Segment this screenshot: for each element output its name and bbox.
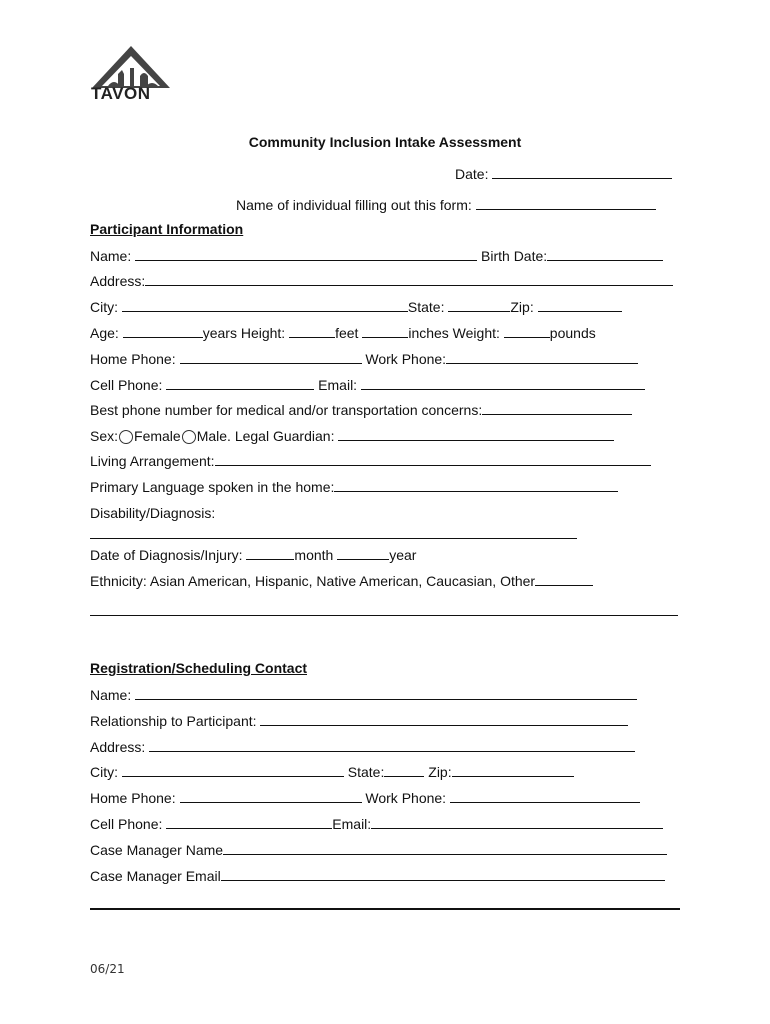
name-blank[interactable] xyxy=(135,247,477,261)
contact-heading: Registration/Scheduling Contact xyxy=(90,660,308,676)
contact-zip-blank[interactable] xyxy=(452,763,574,777)
participant-phone-row[interactable] xyxy=(90,350,638,368)
contact-email-blank[interactable] xyxy=(371,815,663,829)
guardian-blank[interactable] xyxy=(338,427,614,441)
contact-city-blank[interactable] xyxy=(122,763,344,777)
year-blank[interactable] xyxy=(337,546,389,560)
address-blank[interactable] xyxy=(145,272,673,286)
best-phone-label: Best phone number for medical and/or transportation concerns: xyxy=(90,402,483,418)
email-label: Email: xyxy=(318,377,358,393)
filler-name-label: Name of individual filling out this form: xyxy=(236,197,472,213)
feet-blank[interactable] xyxy=(289,324,335,338)
name-label: Name: xyxy=(90,248,132,264)
footer-version: 06/21 xyxy=(90,962,125,976)
work-phone-blank[interactable] xyxy=(446,350,638,364)
living-row[interactable] xyxy=(90,452,651,470)
diagnosis-date-row[interactable] xyxy=(90,546,416,564)
cell-phone-blank[interactable] xyxy=(166,376,314,390)
male-guardian-label: Male. Legal Guardian: xyxy=(196,428,335,444)
contact-zip-label: Zip: xyxy=(428,764,452,780)
contact-address-row[interactable] xyxy=(90,738,635,756)
relationship-blank[interactable] xyxy=(260,712,628,726)
contact-state-blank[interactable] xyxy=(384,763,424,777)
contact-name-row[interactable] xyxy=(90,686,637,704)
date-blank[interactable] xyxy=(492,165,672,179)
age-label: Age: xyxy=(90,325,119,341)
city-blank[interactable] xyxy=(122,298,408,312)
participant-name-row[interactable] xyxy=(90,247,663,265)
pounds-blank[interactable] xyxy=(504,324,550,338)
sex-label: Sex: xyxy=(90,428,119,444)
inches-blank[interactable] xyxy=(362,324,408,338)
disability-label: Disability/Diagnosis: xyxy=(90,505,216,521)
filler-name-blank[interactable] xyxy=(476,196,656,210)
contact-home-phone-blank[interactable] xyxy=(180,789,362,803)
case-manager-email-label: Case Manager Email xyxy=(90,868,221,884)
zip-label: Zip: xyxy=(510,299,534,315)
work-phone-label: Work Phone: xyxy=(365,351,447,367)
relationship-row[interactable] xyxy=(90,712,628,730)
language-blank[interactable] xyxy=(334,478,618,492)
disability-blank[interactable] xyxy=(90,538,577,539)
address-label: Address: xyxy=(90,273,146,289)
case-manager-name-row[interactable] xyxy=(90,841,667,859)
ethnicity-label: Ethnicity: Asian American, Hispanic, Native American, Caucasian, Other xyxy=(90,573,536,589)
living-blank[interactable] xyxy=(215,452,651,466)
disability-row xyxy=(90,504,215,522)
contact-email-label: Email: xyxy=(332,816,372,832)
contact-address-label: Address: xyxy=(90,739,146,755)
sex-row[interactable] xyxy=(90,427,614,445)
ethnicity-other-blank[interactable] xyxy=(535,572,593,586)
male-radio[interactable] xyxy=(182,430,196,444)
date-label: Date: xyxy=(455,166,489,182)
state-label: State: xyxy=(407,299,445,315)
feet-label: feet xyxy=(335,325,359,341)
contact-cell-row[interactable] xyxy=(90,815,663,833)
ethnicity-line[interactable] xyxy=(90,615,678,616)
case-manager-email-blank[interactable] xyxy=(221,867,665,881)
date-field[interactable] xyxy=(455,165,672,183)
living-label: Living Arrangement: xyxy=(90,453,215,469)
email-blank[interactable] xyxy=(361,376,645,390)
case-manager-name-label: Case Manager Name xyxy=(90,842,224,858)
cell-phone-label: Cell Phone: xyxy=(90,377,163,393)
contact-work-phone-blank[interactable] xyxy=(450,789,640,803)
contact-name-label: Name: xyxy=(90,687,132,703)
female-label: Female xyxy=(134,428,181,444)
contact-home-phone-label: Home Phone: xyxy=(90,790,176,806)
participant-cell-row[interactable] xyxy=(90,376,645,394)
weight-label: inches Weight: xyxy=(408,325,500,341)
home-phone-blank[interactable] xyxy=(180,350,362,364)
ethnicity-row[interactable] xyxy=(90,572,593,590)
contact-state-label: State: xyxy=(347,764,385,780)
logo-text: TAVON xyxy=(91,84,151,103)
month-blank[interactable] xyxy=(246,546,294,560)
participant-address-row[interactable] xyxy=(90,272,673,290)
participant-city-row[interactable] xyxy=(90,298,622,316)
contact-city-row[interactable] xyxy=(90,763,574,781)
language-row[interactable] xyxy=(90,478,618,496)
year-label: year xyxy=(389,547,417,563)
footer-divider xyxy=(90,908,680,910)
female-radio[interactable] xyxy=(119,430,133,444)
contact-city-label: City: xyxy=(90,764,118,780)
relationship-label: Relationship to Participant: xyxy=(90,713,257,729)
contact-name-blank[interactable] xyxy=(135,686,637,700)
case-manager-email-row[interactable] xyxy=(90,867,665,885)
home-phone-label: Home Phone: xyxy=(90,351,176,367)
zip-blank[interactable] xyxy=(538,298,622,312)
pounds-label: pounds xyxy=(549,325,596,341)
age-blank[interactable] xyxy=(123,324,203,338)
birth-date-label: Birth Date: xyxy=(481,248,548,264)
diagnosis-date-label: Date of Diagnosis/Injury: xyxy=(90,547,243,563)
city-label: City: xyxy=(90,299,118,315)
best-phone-blank[interactable] xyxy=(482,401,632,415)
contact-address-blank[interactable] xyxy=(149,738,635,752)
month-label: month xyxy=(294,547,334,563)
contact-cell-phone-blank[interactable] xyxy=(166,815,332,829)
participant-heading: Participant Information xyxy=(90,221,244,237)
birth-date-blank[interactable] xyxy=(547,247,663,261)
form-title: Community Inclusion Intake Assessment xyxy=(248,134,522,150)
participant-age-row[interactable] xyxy=(90,324,596,342)
contact-cell-phone-label: Cell Phone: xyxy=(90,816,163,832)
state-blank[interactable] xyxy=(448,298,510,312)
contact-phone-row[interactable] xyxy=(90,789,640,807)
language-label: Primary Language spoken in the home: xyxy=(90,479,335,495)
filler-name-field[interactable] xyxy=(236,196,656,214)
contact-work-phone-label: Work Phone: xyxy=(365,790,447,806)
best-phone-row[interactable] xyxy=(90,401,632,419)
case-manager-name-blank[interactable] xyxy=(223,841,667,855)
height-label: years Height: xyxy=(202,325,286,341)
